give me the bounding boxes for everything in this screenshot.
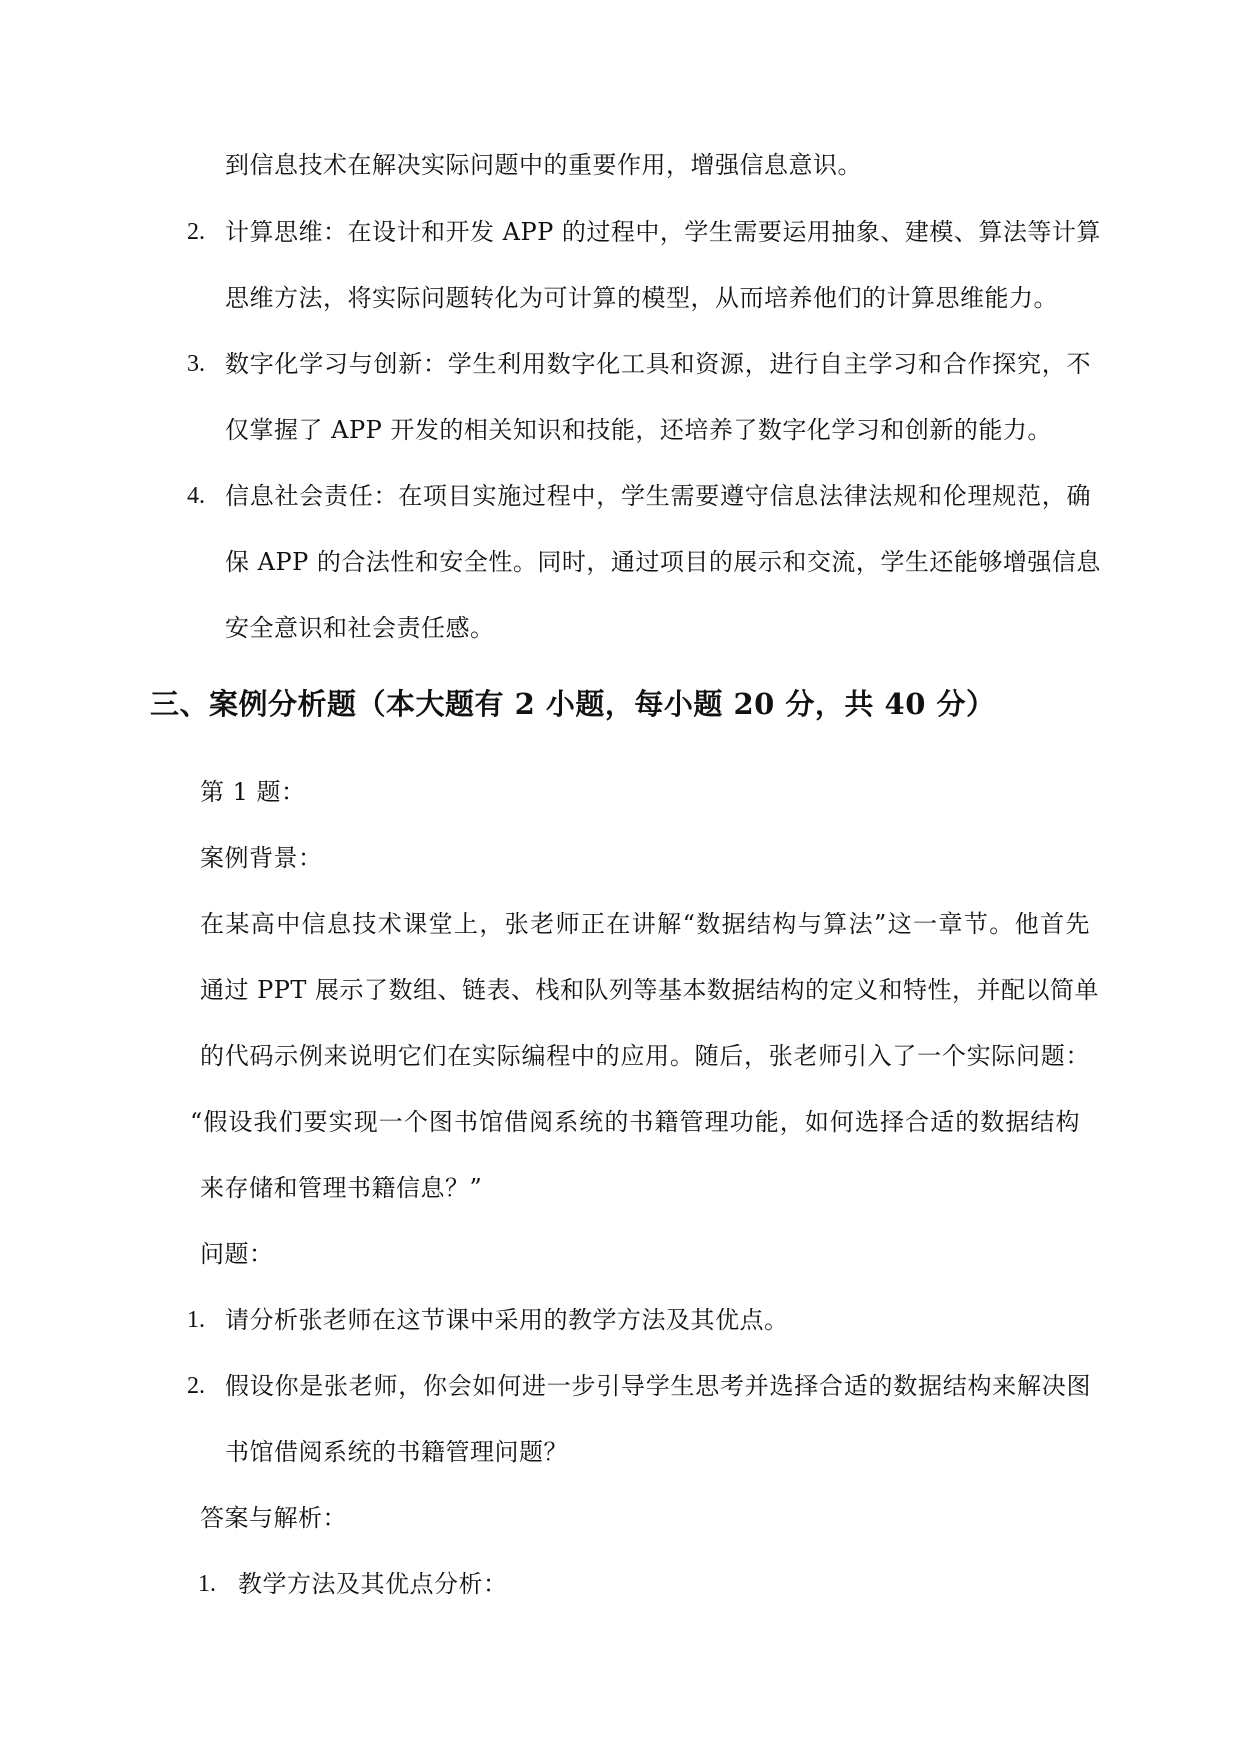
problem-number: 1.: [187, 1307, 205, 1333]
literacy-item-number: 4.: [187, 483, 205, 509]
literacy-item-line: 保 APP 的合法性和安全性。同时，通过项目的展示和交流，学生还能够增强信息: [225, 548, 1101, 576]
literacy-item-line: 仅掌握了 APP 开发的相关知识和技能，还培养了数字化学习和创新的能力。: [225, 416, 1052, 444]
question-label: 第 1 题：: [200, 778, 306, 806]
literacy-item-number: 2.: [187, 219, 205, 245]
answer-item-number: 1.: [198, 1571, 216, 1597]
background-label: 案例背景：: [200, 844, 323, 872]
background-line: 在某高中信息技术课堂上，张老师正在讲解“数据结构与算法”这一章节。他首先: [200, 910, 1090, 938]
problem-line: 书馆借阅系统的书籍管理问题？: [225, 1438, 568, 1466]
answer-item-text: 教学方法及其优点分析：: [238, 1570, 508, 1598]
literacy-item-line: 安全意识和社会责任感。: [225, 614, 495, 642]
problem-label: 问题：: [200, 1240, 274, 1268]
intro-continuation: 到信息技术在解决实际问题中的重要作用，增强信息意识。: [225, 151, 862, 179]
answer-label: 答案与解析：: [200, 1504, 347, 1532]
problem-line: 请分析张老师在这节课中采用的教学方法及其优点。: [225, 1306, 789, 1334]
literacy-item-line: 数字化学习与创新：学生利用数字化工具和资源，进行自主学习和合作探究，不: [225, 350, 1091, 378]
literacy-item-line: 思维方法，将实际问题转化为可计算的模型，从而培养他们的计算思维能力。: [225, 284, 1058, 312]
background-line: 通过 PPT 展示了数组、链表、栈和队列等基本数据结构的定义和特性，并配以简单: [200, 976, 1100, 1004]
section-heading: 三、案例分析题（本大题有 2 小题，每小题 20 分，共 40 分）: [150, 687, 996, 721]
background-line: 来存储和管理书籍信息？”: [200, 1174, 483, 1202]
background-line: “假设我们要实现一个图书馆借阅系统的书籍管理功能，如何选择合适的数据结构: [190, 1108, 1080, 1136]
literacy-item-number: 3.: [187, 351, 205, 377]
problem-line: 假设你是张老师，你会如何进一步引导学生思考并选择合适的数据结构来解决图: [225, 1372, 1091, 1400]
literacy-item-line: 计算思维：在设计和开发 APP 的过程中，学生需要运用抽象、建模、算法等计算: [225, 218, 1101, 246]
problem-number: 2.: [187, 1373, 205, 1399]
background-line: 的代码示例来说明它们在实际编程中的应用。随后，张老师引入了一个实际问题：: [200, 1042, 1090, 1070]
literacy-item-line: 信息社会责任：在项目实施过程中，学生需要遵守信息法律法规和伦理规范，确: [225, 482, 1091, 510]
